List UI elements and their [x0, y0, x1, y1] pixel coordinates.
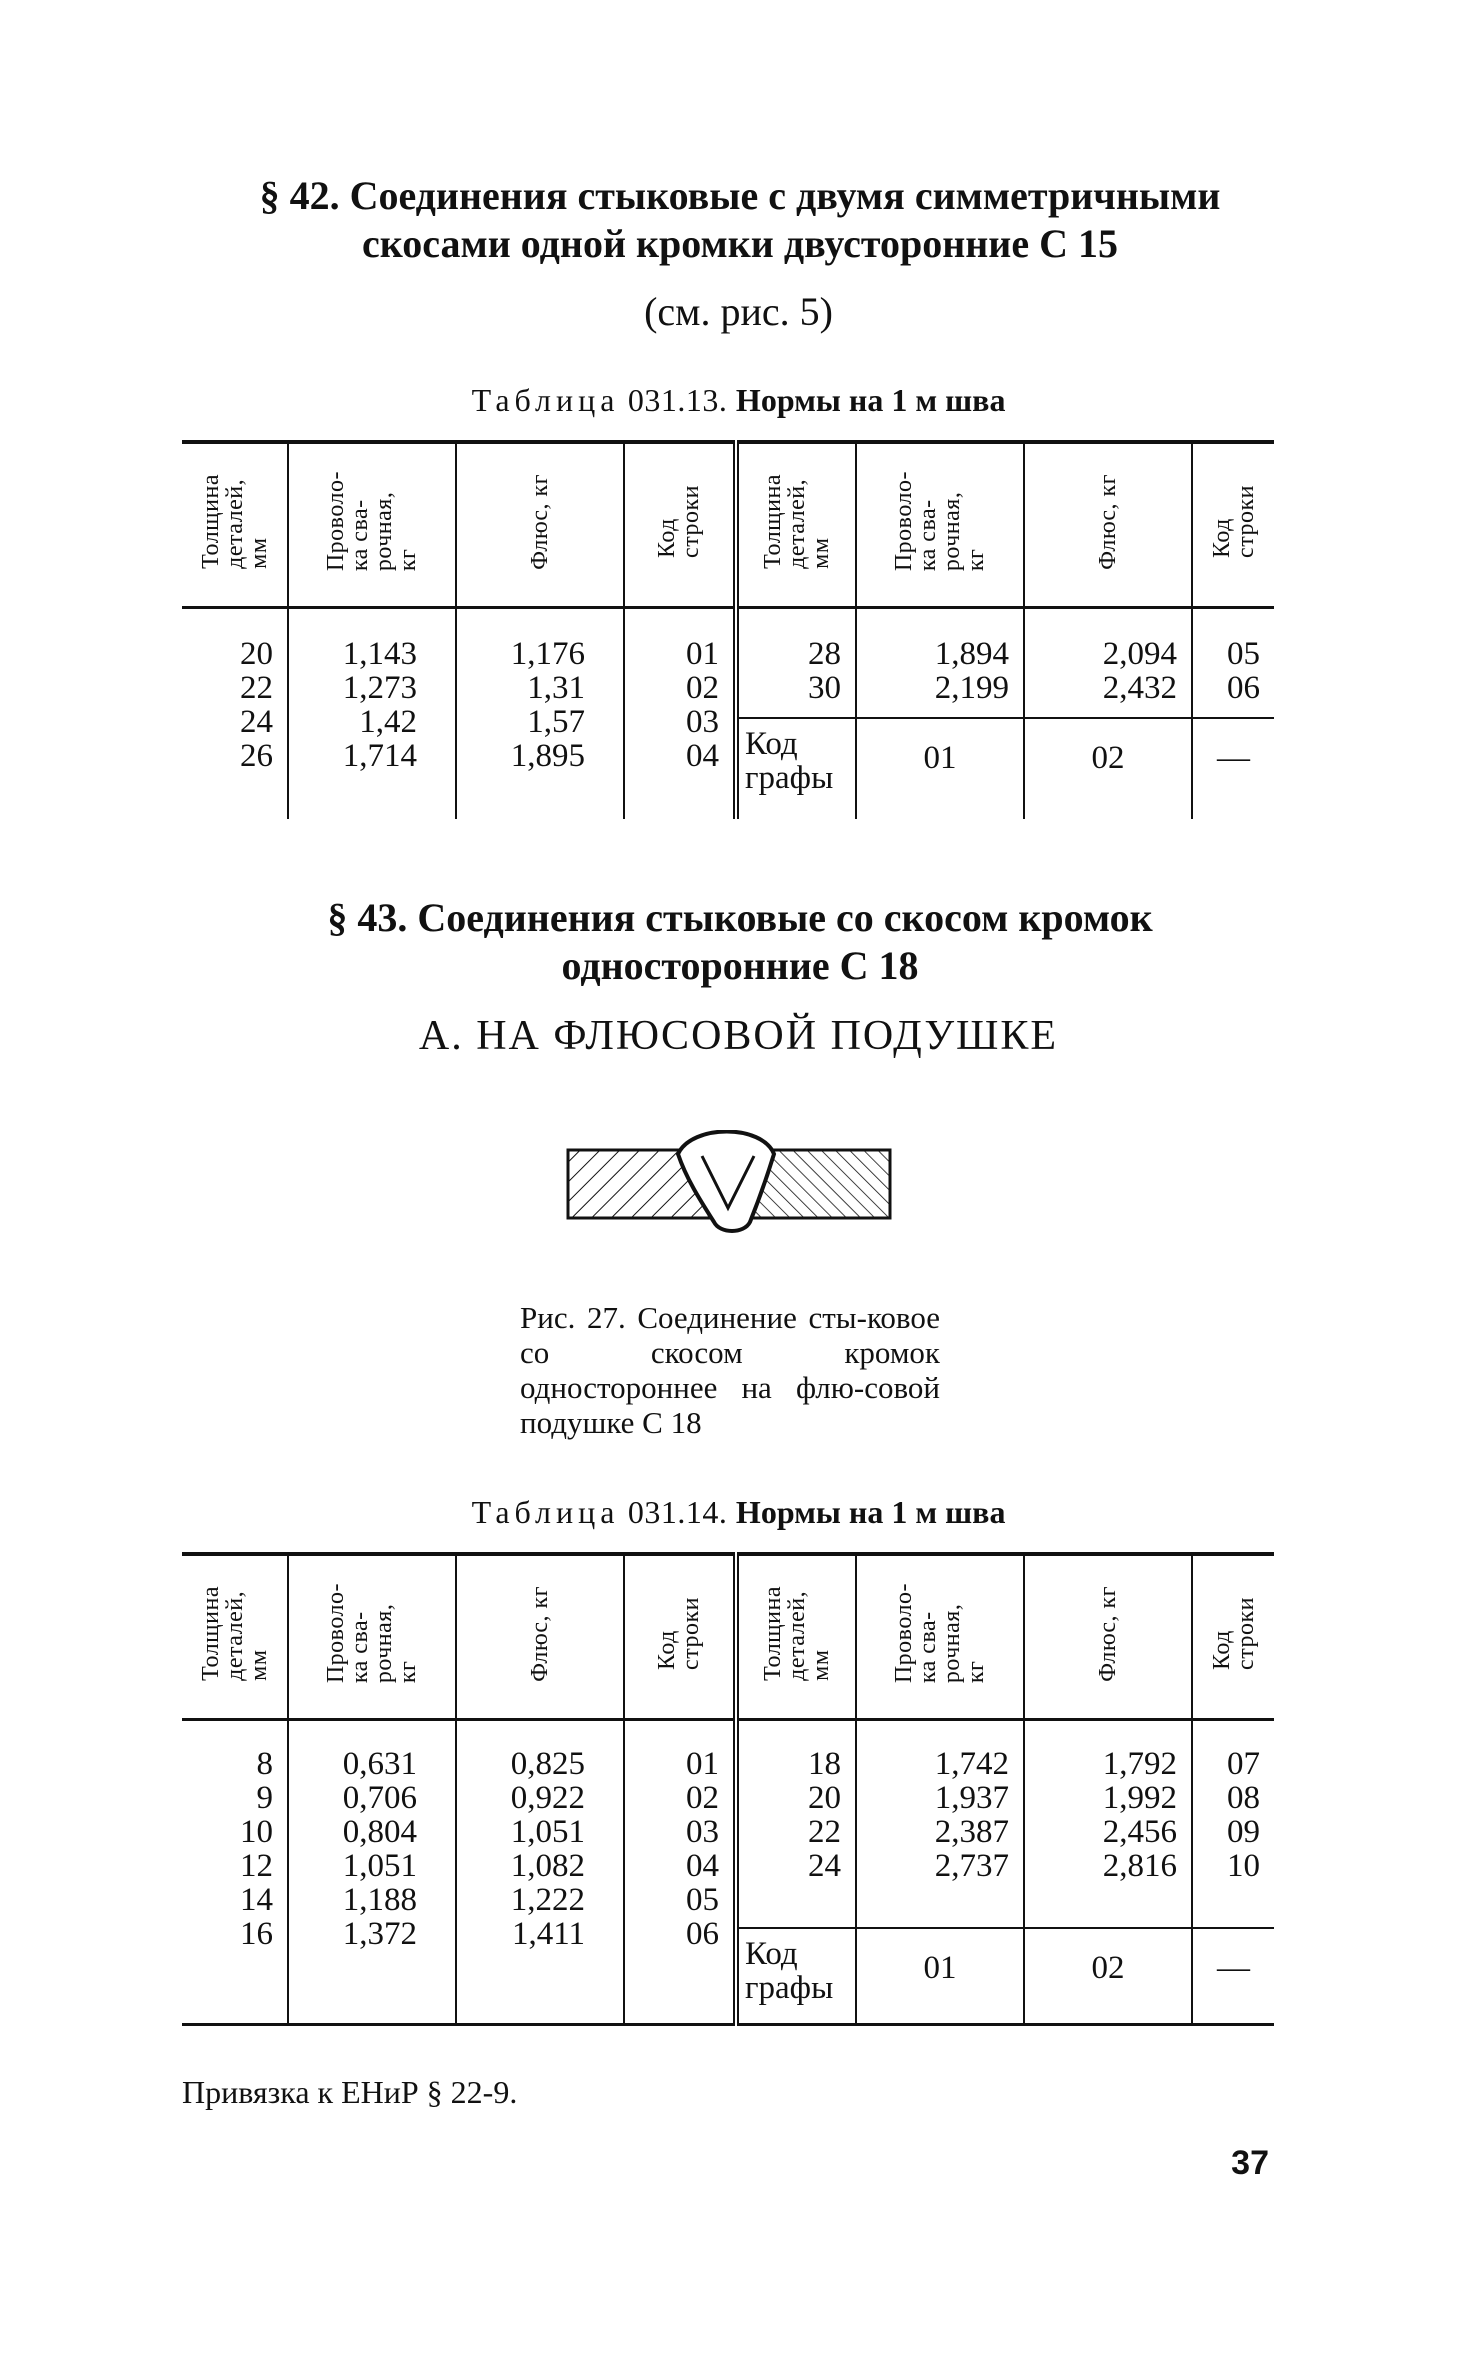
cells-thickness-right: 18 20 22 24 — [736, 1720, 856, 1929]
col-header-row-code-right: Код строки — [1192, 442, 1274, 608]
col-header-thickness-right: Толщина деталей, мм — [736, 442, 856, 608]
cells-flux: 0,825 0,922 1,051 1,082 1,222 1,411 — [456, 1720, 624, 2025]
col-header-row-code: Код строки — [624, 442, 736, 608]
table-number: 031.13. — [627, 382, 728, 418]
section-43-title-line1: § 43. Соединения стыковые со скосом кромок — [327, 895, 1153, 940]
table-title: Нормы на 1 м шва — [735, 1494, 1006, 1530]
column-code-label: Код графы — [736, 1928, 856, 2025]
section-42-title-line1: § 42. Соединения стыковые с двумя симметричными — [259, 173, 1221, 218]
cells-flux-right: 2,094 2,432 — [1024, 608, 1192, 719]
col-header-row-code-right: Код строки — [1192, 1554, 1274, 1720]
cells-thickness-right: 28 30 — [736, 608, 856, 719]
subsection-title: А. НА ФЛЮСОВОЙ ПОДУШКЕ — [418, 1013, 1059, 1059]
table-031-13-caption — [0, 382, 1477, 419]
section-43-title — [120, 894, 1360, 990]
col-header-thickness-right: Толщина деталей, мм — [736, 1554, 856, 1720]
col-header-flux-right: Флюс, кг — [1024, 1554, 1192, 1720]
column-code-dash: — — [1192, 718, 1274, 819]
table-header-row — [182, 442, 1274, 608]
table-data-row — [182, 608, 1274, 719]
cells-wire: 0,631 0,706 0,804 1,051 1,188 1,372 — [288, 1720, 456, 2025]
section-43-title-line2: односторонние С 18 — [561, 943, 919, 988]
cells-row-code: 01 02 03 04 — [624, 608, 736, 820]
figure-27-caption: Рис. 27. Соединение сты-ковое со скосом кромок одностороннее на флю-совой подушке С 18 — [520, 1300, 940, 1440]
cells-row-code: 01 02 03 04 05 06 — [624, 1720, 736, 2025]
table-031-14 — [182, 1552, 1274, 2026]
table-title: Нормы на 1 м шва — [735, 382, 1006, 418]
col-header-wire: Проволо- ка сва- рочная, кг — [288, 442, 456, 608]
col-header-wire-right: Проволо- ка сва- рочная, кг — [856, 442, 1024, 608]
cells-wire: 1,143 1,273 1,42 1,714 — [288, 608, 456, 820]
table-number: 031.14. — [627, 1494, 728, 1530]
table-label: Таблица — [471, 1494, 620, 1530]
column-code-wire: 01 — [856, 718, 1024, 819]
cells-flux: 1,176 1,31 1,57 1,895 — [456, 608, 624, 820]
butt-joint-figure — [560, 1130, 900, 1240]
section-42-title-line2: скосами одной кромки двусторонние С 15 — [362, 221, 1118, 266]
column-code-wire: 01 — [856, 1928, 1024, 2025]
page-number: 37 — [1231, 2144, 1269, 2182]
table-031-14-caption — [0, 1494, 1477, 1531]
column-code-dash: — — [1192, 1928, 1274, 2025]
col-header-wire-right: Проволо- ка сва- рочная, кг — [856, 1554, 1024, 1720]
cells-thickness: 8 9 10 12 14 16 — [182, 1720, 288, 2025]
cells-wire-right: 1,894 2,199 — [856, 608, 1024, 719]
col-header-thickness: Толщина деталей, мм — [182, 1554, 288, 1720]
see-figure-reference: (см. рис. 5) — [644, 289, 833, 334]
table-header-row — [182, 1554, 1274, 1720]
column-code-flux: 02 — [1024, 718, 1192, 819]
cells-flux-right: 1,792 1,992 2,456 2,816 — [1024, 1720, 1192, 1929]
cells-thickness: 20 22 24 26 — [240, 636, 273, 774]
column-code-flux: 02 — [1024, 1928, 1192, 2025]
col-header-wire: Проволо- ка сва- рочная, кг — [288, 1554, 456, 1720]
column-code-label: Код графы — [736, 718, 856, 819]
col-header-row-code: Код строки — [624, 1554, 736, 1720]
section-42-title — [120, 172, 1360, 268]
cells-row-code-right: 05 06 — [1192, 608, 1274, 719]
col-header-flux-right: Флюс, кг — [1024, 442, 1192, 608]
table-031-13 — [182, 440, 1274, 819]
col-header-flux: Флюс, кг — [456, 442, 624, 608]
table-label: Таблица — [471, 382, 620, 418]
table-data-row — [182, 1720, 1274, 1929]
cells-wire-right: 1,742 1,937 2,387 2,737 — [856, 1720, 1024, 1929]
enir-reference: Привязка к ЕНиР § 22-9. — [182, 2074, 518, 2110]
cells-row-code-right: 07 08 09 10 — [1192, 1720, 1274, 1929]
col-header-thickness: Толщина деталей, мм — [182, 442, 288, 608]
col-header-flux: Флюс, кг — [456, 1554, 624, 1720]
